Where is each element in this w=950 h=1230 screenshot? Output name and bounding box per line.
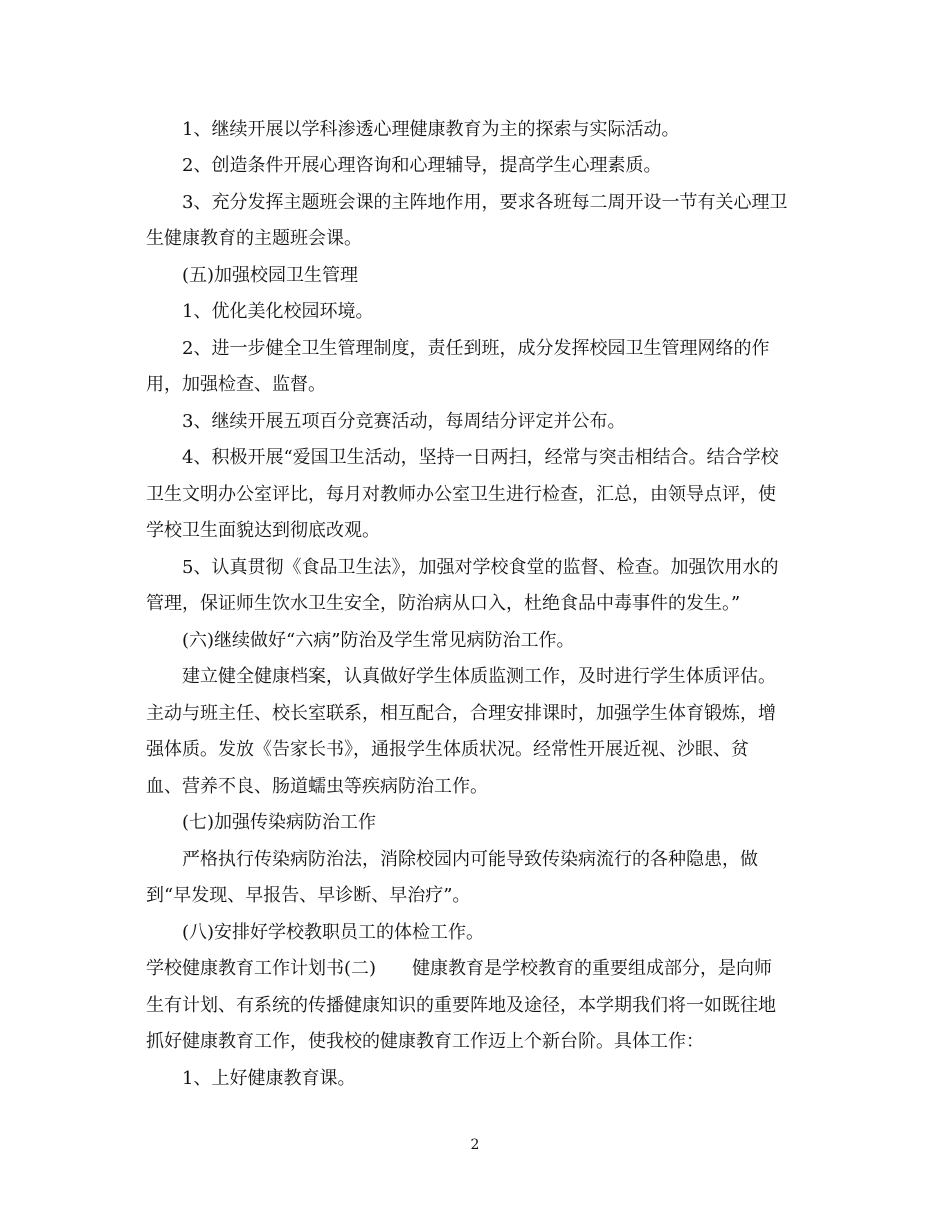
paragraph-line: 到“早发现、早报告、早诊断、早治疗”。 <box>146 885 471 906</box>
paragraph-line: 5、认真贯彻《食品卫生法》，加强对学校食堂的监督、检查。加强饮用水的 <box>182 557 779 578</box>
section-heading: (五)加强校园卫生管理 <box>182 265 359 286</box>
paragraph-line: 卫生文明办公室评比，每月对教师办公室卫生进行检查，汇总，由领导点评，使 <box>146 484 776 505</box>
paragraph-line: 2、创造条件开展心理咨询和心理辅导，提高学生心理素质。 <box>182 155 662 176</box>
paragraph-line: 4、积极开展“爱国卫生活动，坚持一日两扫，经常与突击相结合。结合学校 <box>182 447 779 468</box>
paragraph-line: 抓好健康教育工作，使我校的健康教育工作迈上个新台阶。具体工作： <box>146 1031 704 1052</box>
paragraph-line: 管理，保证师生饮水卫生安全，防治病从口入，杜绝食品中毒事件的发生。” <box>146 593 741 614</box>
paragraph-line: 生有计划、有系统的传播健康知识的重要阵地及途径，本学期我们将一如既往地 <box>146 995 776 1016</box>
paragraph-line: 血、营养不良、肠道蠕虫等疾病防治工作。 <box>146 776 488 797</box>
paragraph-line: 2、进一步健全卫生管理制度，责任到班，成分发挥校园卫生管理网络的作 <box>182 338 770 359</box>
paragraph-line: 生健康教育的主题班会课。 <box>146 228 362 249</box>
paragraph-line: 3、充分发挥主题班会课的主阵地作用，要求各班每二周开设一节有关心理卫 <box>182 192 788 213</box>
section-heading: (六)继续做好“六病”防治及学生常见病防治工作。 <box>182 630 575 651</box>
page-number: 2 <box>470 1137 480 1153</box>
paragraph-line: 建立健全健康档案，认真做好学生体质监测工作，及时进行学生体质评估。 <box>182 666 776 687</box>
document-subtitle-line: 学校健康教育工作计划书(二) 健康教育是学校教育的重要组成部分，是向师 <box>146 958 773 979</box>
paragraph-line: 1、优化美化校园环境。 <box>182 301 374 322</box>
paragraph-line: 用，加强检查、监督。 <box>146 374 326 395</box>
paragraph-line: 1、继续开展以学科渗透心理健康教育为主的探索与实际活动。 <box>182 119 680 140</box>
paragraph-line: 3、继续开展五项百分竞赛活动，每周结分评定并公布。 <box>182 411 626 432</box>
section-heading: (七)加强传染病防治工作 <box>182 812 377 833</box>
section-heading: (八)安排好学校教职员工的体检工作。 <box>182 922 485 943</box>
paragraph-line: 1、上好健康教育课。 <box>182 1068 356 1089</box>
paragraph-line: 强体质。发放《告家长书》，通报学生体质状况。经常性开展近视、沙眼、贫 <box>146 739 749 760</box>
paragraph-line: 学校卫生面貌达到彻底改观。 <box>146 520 380 541</box>
paragraph-line: 主动与班主任、校长室联系，相互配合，合理安排课时，加强学生体育锻炼，增 <box>146 703 776 724</box>
paragraph-line: 严格执行传染病防治法，消除校园内可能导致传染病流行的各种隐患，做 <box>182 849 758 870</box>
